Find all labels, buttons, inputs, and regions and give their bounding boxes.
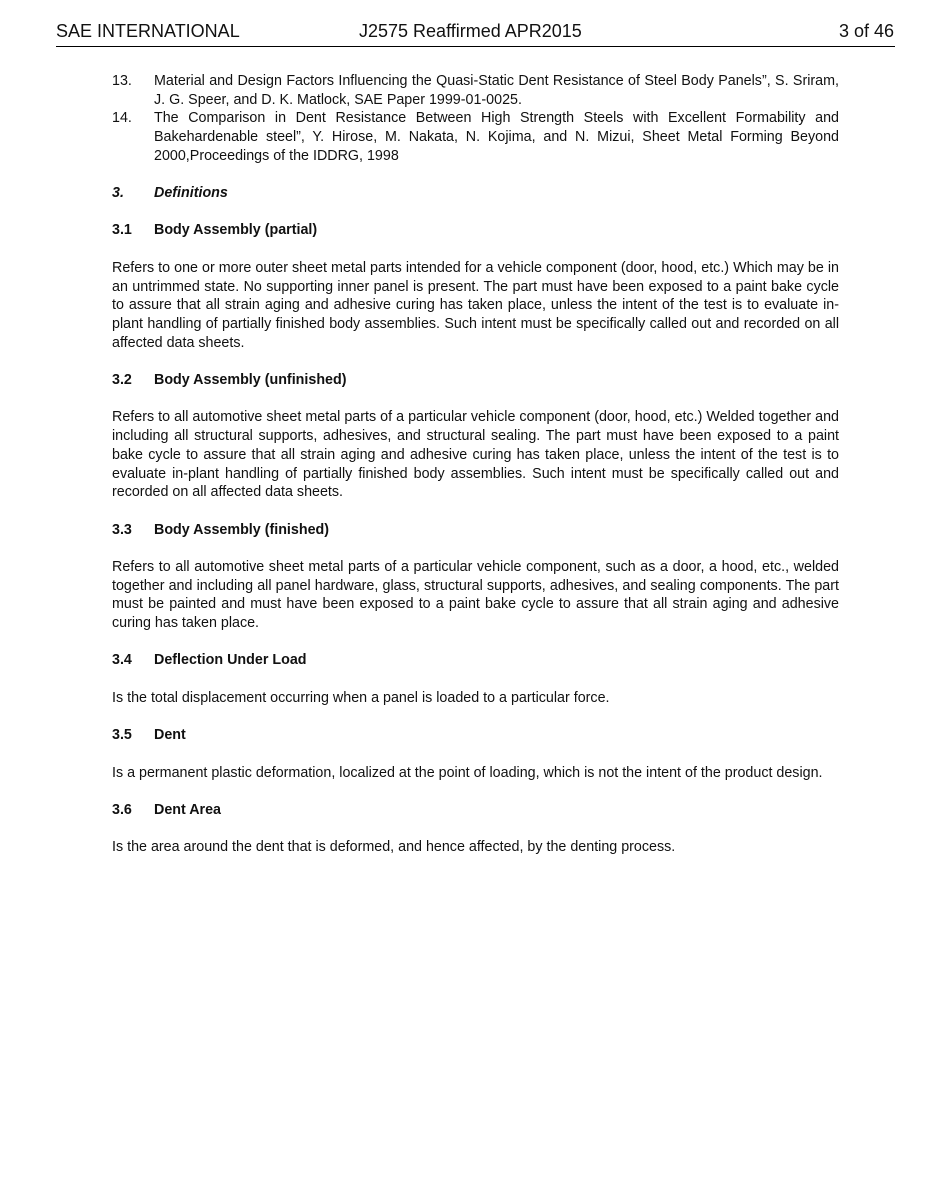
definition-text: Refers to all automotive sheet metal parts of a particular vehicle component, such as a door, a hood, etc., welded together and including all panel hardware, glass, structural supports, adhesives, and sealing components. The part must be painted and must have been exposed to a paint bake cycle to assure that all strain aging and adhesive curing has taken place.	[112, 558, 839, 632]
definition-text: Is the total displacement occurring when a panel is loaded to a particular force.	[112, 689, 610, 706]
definition-heading	[112, 521, 839, 540]
page-header	[56, 18, 895, 47]
header-document-id: J2575 Reaffirmed APR2015	[359, 21, 582, 41]
definition-heading	[112, 801, 839, 820]
reference-item	[112, 72, 839, 109]
section-heading	[112, 184, 839, 203]
definition-title: Body Assembly (unfinished)	[154, 372, 347, 388]
reference-number: 14.	[112, 110, 132, 127]
header-organization: SAE INTERNATIONAL	[56, 21, 240, 41]
header-page-number: 3 of 46	[838, 21, 894, 41]
definition-heading	[112, 371, 839, 390]
definition-heading	[112, 221, 839, 240]
definition-heading	[112, 726, 839, 745]
definition-number: 3.3	[112, 521, 132, 538]
definition-title: Body Assembly (finished)	[154, 521, 330, 538]
reference-item	[112, 109, 839, 165]
definition-text: Is a permanent plastic deformation, localized at the point of loading, which is not the intent of the product design.	[112, 764, 823, 781]
definition-number: 3.6	[112, 802, 132, 819]
definition-title: Body Assembly (partial)	[154, 222, 318, 239]
definition-title: Dent	[154, 727, 186, 744]
definition-number: 3.2	[112, 372, 132, 388]
definition-heading	[112, 651, 839, 670]
section-title: Definitions	[154, 185, 228, 202]
reference-text: Material and Design Factors Influencing the Quasi-Static Dent Resistance of Steel Body Panels”, S. Sriram, J. G. Speer, and D. K. Matlock, SAE Paper 1999-01-0025.	[154, 73, 839, 108]
reference-number: 13.	[112, 73, 132, 89]
section-number: 3.	[112, 185, 124, 202]
definition-title: Deflection Under Load	[154, 652, 307, 669]
reference-text: The Comparison in Dent Resistance Between High Strength Steels with Excellent Formability and Bakehardenable steel”, Y. Hirose, M. Nakata, N. Kojima, and N. Mizui, Sheet Metal Forming Beyond 2000,Proceedings of the IDDRG, 1998	[154, 110, 839, 164]
definition-number: 3.5	[112, 727, 132, 744]
definition-number: 3.1	[112, 222, 132, 239]
definition-title: Dent Area	[154, 802, 222, 819]
definition-number: 3.4	[112, 652, 132, 669]
definition-text: Is the area around the dent that is deformed, and hence affected, by the denting process.	[112, 839, 676, 856]
page-content	[112, 72, 839, 857]
definition-text: Refers to all automotive sheet metal parts of a particular vehicle component (door, hood, etc.) Welded together and including all structural supports, adhesives, and structural sealing. The part must have been exposed to a paint bake cycle to assure that all strain aging and adhesive curing has taken place, unless the intent of the test is to evaluate in-plant handling of partially finished body assemblies. Such intent must be specifically called out and recorded on all affected data sheets.	[112, 409, 839, 501]
definition-text: Refers to one or more outer sheet metal parts intended for a vehicle component (door, hood, etc.) Which may be in an untrimmed state. No supporting inner panel is present. The part must have been exposed to a paint bake cycle to assure that all strain aging and adhesive curing has taken place, unless the intent of the test is to evaluate in-plant handling of partially finished body assemblies. Such intent must be specifically called out and recorded on all affected data sheets.	[112, 259, 839, 351]
